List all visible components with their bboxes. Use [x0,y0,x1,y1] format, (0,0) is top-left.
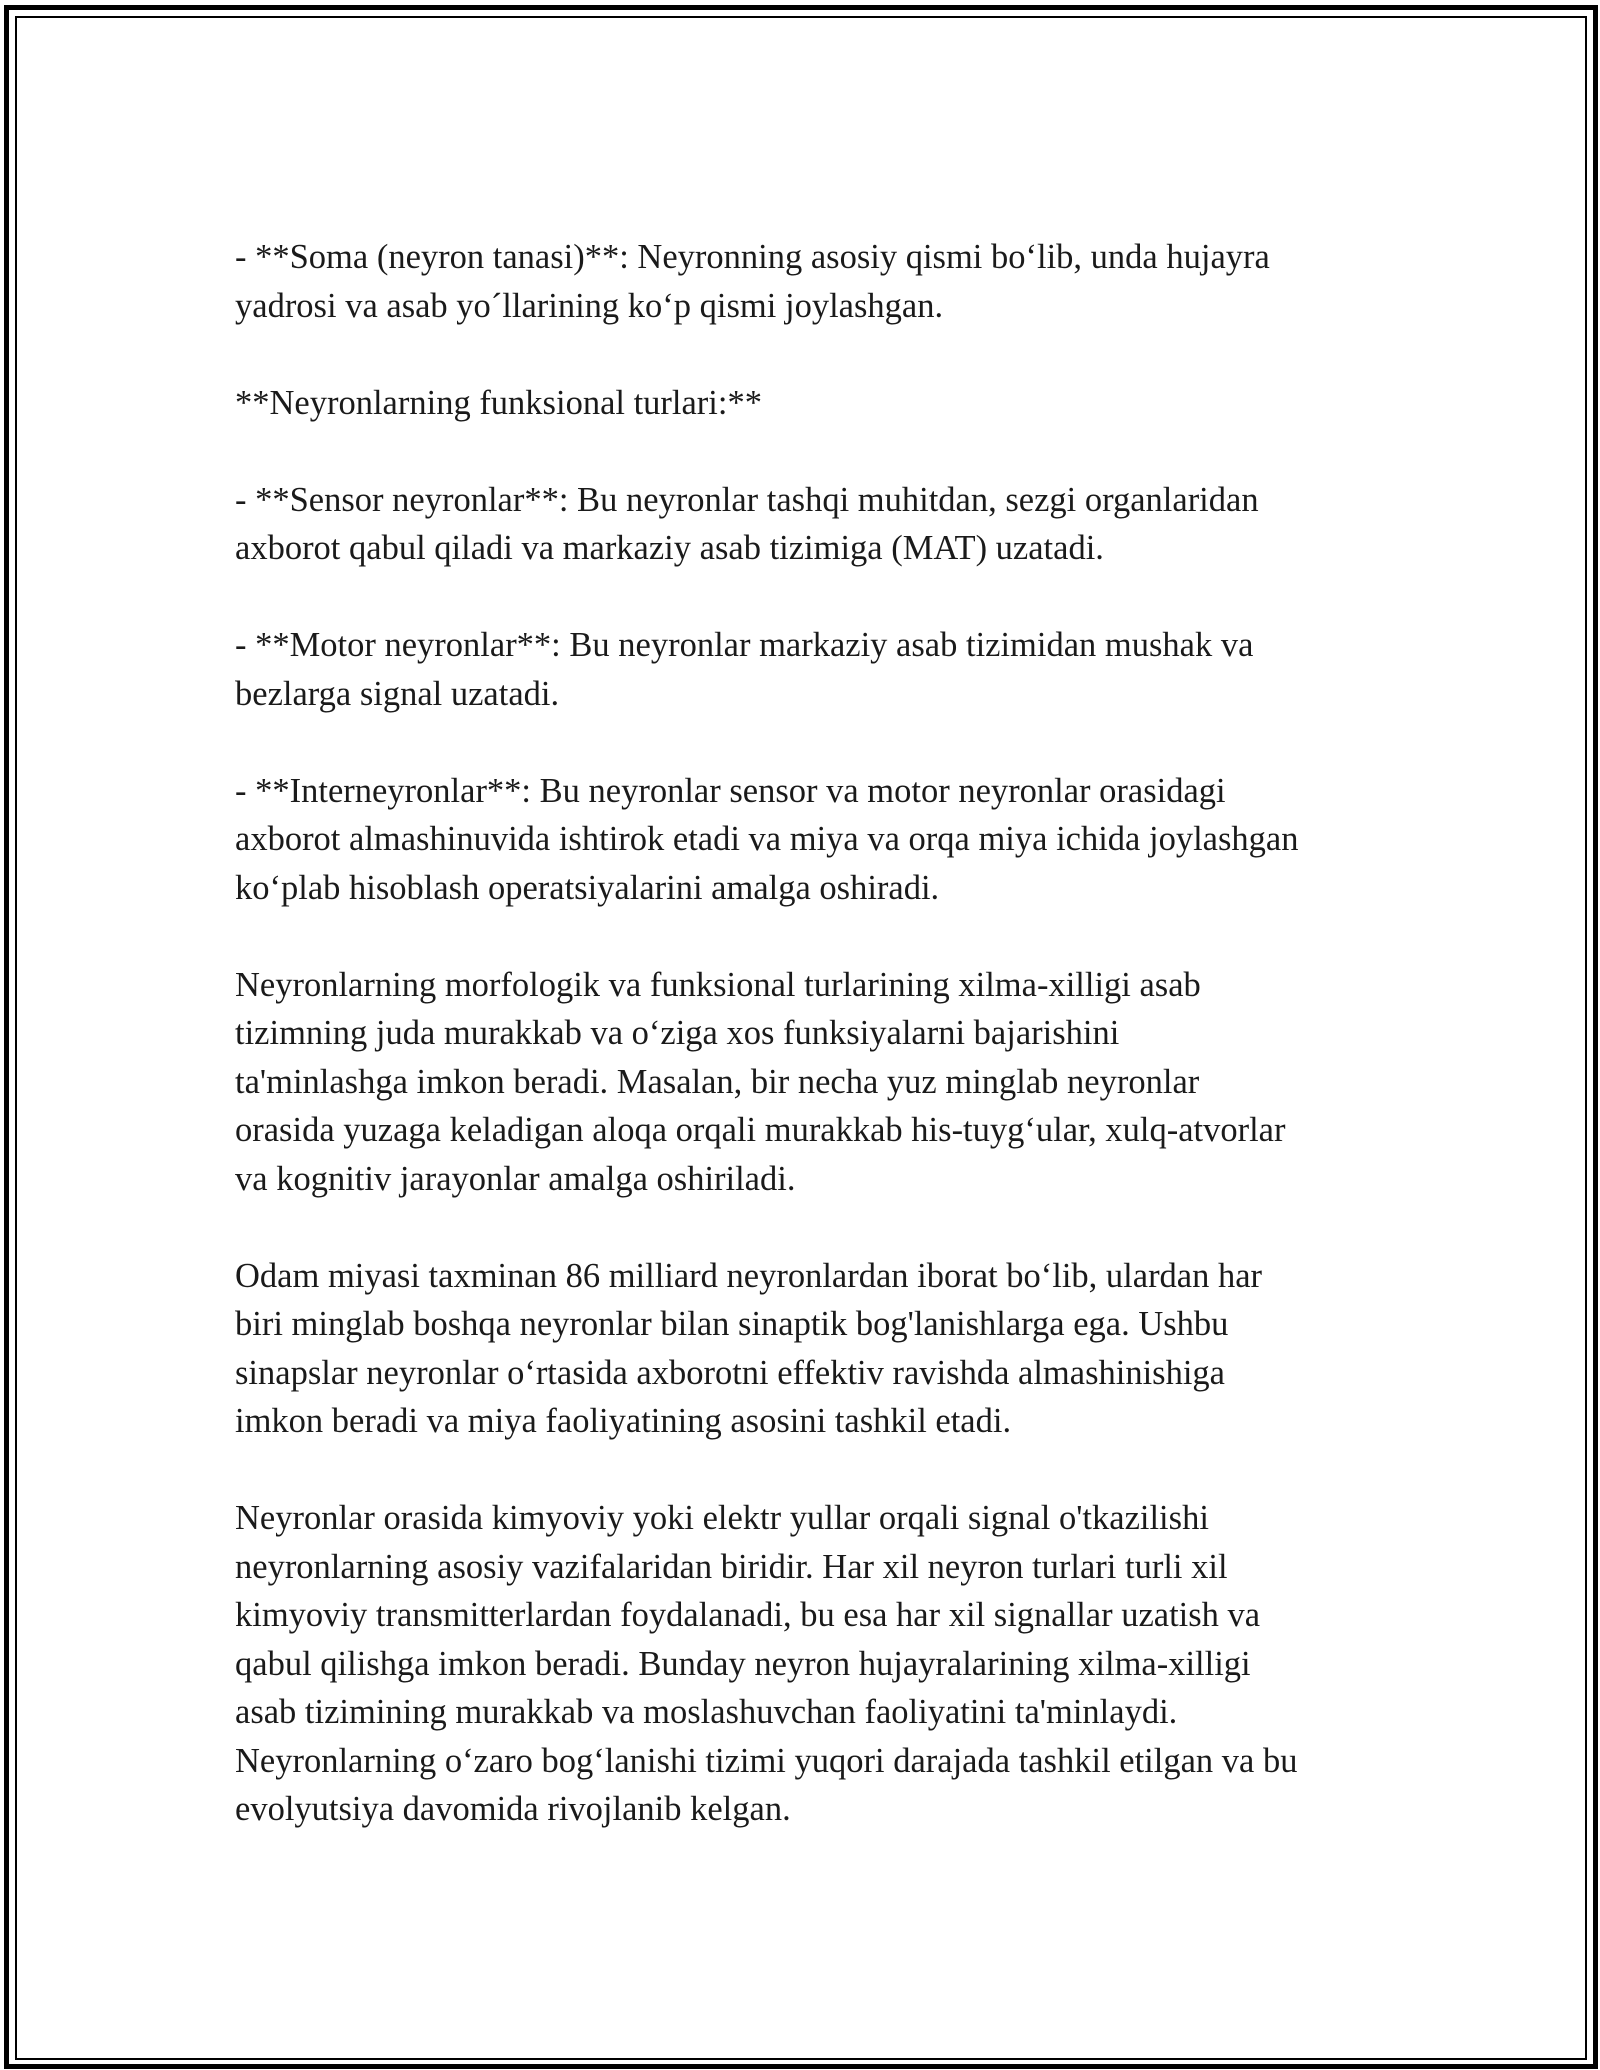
paragraph-soma: - **Soma (neyron tanasi)**: Neyronning asosiy qismi bo‘lib, unda hujayra yadrosi va asab yo´llarining ko‘p qismi joylashgan. [235,238,1270,325]
paragraph-brain-neurons: Odam miyasi taxminan 86 milliard neyronlardan iborat bo‘lib, ulardan har biri minglab boshqa neyronlar bilan sinaptik bog'lanishlarga ega. Ushbu sinapslar neyronlar o‘rtasida axborotni effektiv ravishda almashinishiga imkon beradi va miya faoliyatining asosini tashkil etadi. [235,1256,1263,1440]
document-body [235,233,1385,1834]
paragraph-interneurons: - **Interneyronlar**: Bu neyronlar sensor va motor neyronlar orasidagi axborot almashinuvida ishtirok etadi va miya va orqa miya ichida joylashgan ko‘plab hisoblash operatsiyalarini amalga oshiradi. [235,771,1299,907]
paragraph-sensor-neurons: - **Sensor neyronlar**: Bu neyronlar tashqi muhitdan, sezgi organlaridan axborot qabul qiladi va markaziy asab tizimiga (MAT) uzatadi. [235,480,1259,567]
paragraph-motor-neurons: - **Motor neyronlar**: Bu neyronlar markaziy asab tizimidan mushak va bezlarga signal uzatadi. [235,626,1254,713]
paragraph-signal-transmission: Neyronlar orasida kimyoviy yoki elektr yullar orqali signal o'tkazilishi neyronlarning asosiy vazifalaridan biridir. Har xil neyron turlari turli xil kimyoviy transmitterlardan foydalanadi, bu esa har xil signallar uzatish va qabul qilishga imkon beradi. Bunday neyron hujayralarining xilma-xilligi asab tizimining murakkab va moslashuvchan faoliyatini ta'minlaydi. Neyronlarning o‘zaro bog‘lanishi tizimi yuqori darajada tashkil etilgan va bu evolyutsiya davomida rivojlanib kelgan. [235,1499,1298,1828]
paragraph-diversity: Neyronlarning morfologik va funksional turlarining xilma-xilligi asab tizimning juda murakkab va o‘ziga xos funksiyalarni bajarishini ta'minlashga imkon beradi. Masalan, bir necha yuz minglab neyronlar orasida yuzaga keladigan aloqa orqali murakkab his-tuyg‘ular, xulq-atvorlar va kognitiv jarayonlar amalga oshiriladi. [235,965,1286,1198]
paragraph-functional-types-heading: **Neyronlarning funksional turlari:** [235,383,762,422]
